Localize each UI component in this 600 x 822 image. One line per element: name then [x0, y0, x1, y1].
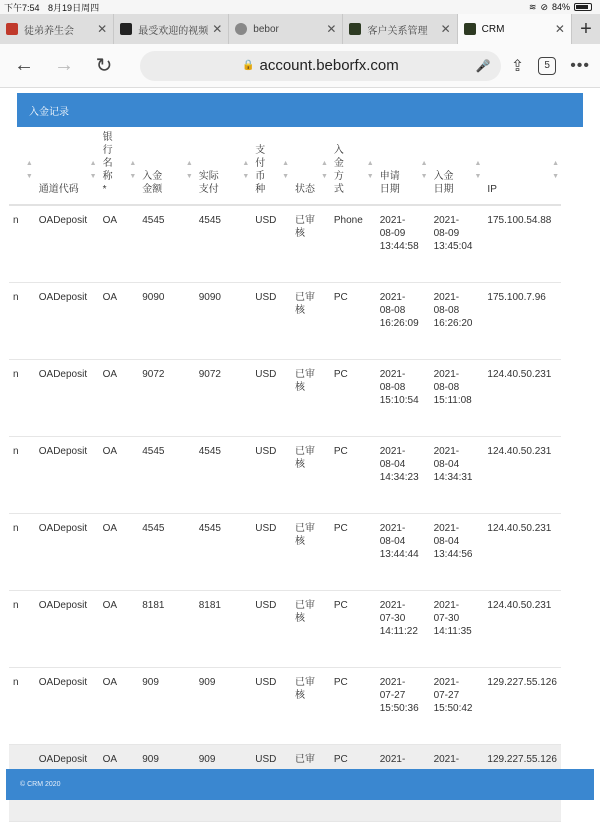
table-row[interactable]	[9, 205, 561, 282]
cell-truncated: n	[9, 205, 35, 282]
cell-apply-date	[376, 282, 430, 359]
browser-tab-4[interactable]	[343, 14, 457, 44]
cell-method: PC	[330, 282, 376, 359]
date-line: 2021-	[379, 215, 406, 226]
tab-strip	[0, 14, 600, 44]
cell-currency: USD	[251, 205, 291, 282]
cell-status: 已审核	[291, 590, 330, 667]
cell-method: PC	[330, 436, 376, 513]
close-tab-icon[interactable]: ✕	[554, 22, 565, 36]
forward-arrow-icon[interactable]: →	[54, 54, 74, 76]
cell-amount: 4545	[138, 436, 195, 513]
sort-icon: ▲ ▼	[366, 160, 374, 180]
cell-actual: 9072	[195, 359, 252, 436]
cell-channel: OADeposit	[35, 667, 99, 744]
date-line: 08-04	[379, 458, 406, 470]
cell-status: 已审核	[291, 436, 330, 513]
address-bar[interactable]	[140, 51, 501, 81]
browser-tab-3[interactable]	[229, 14, 343, 44]
cell-method: PC	[330, 590, 376, 667]
cell-apply-date	[376, 436, 430, 513]
cell-method: Phone	[330, 205, 376, 282]
sort-icon: ▲ ▼	[185, 160, 193, 180]
close-tab-icon[interactable]: ✕	[326, 22, 337, 36]
cell-status: 已审核	[291, 205, 330, 282]
deposit-records-table	[9, 127, 561, 822]
orientation-lock-icon: ⊘	[540, 1, 548, 12]
table-row[interactable]	[9, 513, 561, 590]
cell-status: 已审	[291, 744, 330, 821]
browser-toolbar	[0, 44, 600, 88]
sort-icon: ▲ ▼	[129, 160, 137, 180]
tab-title: CRM	[481, 23, 505, 35]
new-tab-button[interactable]: +	[580, 17, 592, 40]
cell-amount: 4545	[138, 513, 195, 590]
date-line: 15:50:42	[433, 702, 473, 714]
cell-apply-date	[376, 513, 430, 590]
cell-status: 已审核	[291, 667, 330, 744]
cell-status: 已审核	[291, 359, 330, 436]
cell-deposit-date	[430, 590, 484, 667]
wifi-icon: ≋	[528, 1, 537, 12]
cell-actual: 909	[195, 667, 252, 744]
share-icon[interactable]: ⇪	[510, 57, 525, 75]
sort-icon: ▲ ▼	[420, 160, 428, 180]
cell-apply-date	[376, 590, 430, 667]
cell-channel: OADeposit	[35, 359, 99, 436]
sort-icon: ▲ ▼	[474, 160, 482, 180]
site-favicon-icon	[6, 23, 18, 35]
date-line: 08-04	[379, 535, 406, 547]
footer-bar	[6, 769, 594, 800]
site-favicon-icon	[349, 23, 361, 35]
cell-amount: 9072	[138, 359, 195, 436]
cell-ip: 129.227.55.126	[483, 667, 561, 744]
cell-currency: USD	[251, 667, 291, 744]
date-line: 08-04	[433, 535, 460, 547]
date-line: 08-08	[433, 304, 460, 316]
column-header-currency[interactable]: 支付币种 ▲ ▼	[251, 127, 291, 205]
cell-truncated: n	[9, 667, 35, 744]
toolbar-right	[511, 56, 590, 76]
column-header-channel[interactable]: 通道代码 ▲ ▼	[35, 127, 99, 205]
date-line: 14:34:31	[433, 471, 473, 483]
panel-header	[17, 93, 583, 127]
more-menu-icon[interactable]: •••	[570, 56, 590, 74]
cell-ip: 124.40.50.231	[483, 436, 561, 513]
cell-amount: 4545	[138, 205, 195, 282]
close-tab-icon[interactable]: ✕	[212, 22, 223, 36]
date-line: 15:50:36	[379, 702, 419, 714]
date-line: 14:11:22	[379, 625, 418, 637]
date-line: 14:34:23	[379, 471, 419, 483]
date-line: 2021-	[379, 291, 406, 303]
cell-deposit-date	[430, 513, 484, 590]
cell-status: 已审核	[291, 513, 330, 590]
deposit-table-container[interactable]	[13, 127, 583, 765]
page-footer	[0, 769, 600, 800]
tab-title: 徒弟养生会	[24, 25, 74, 37]
cell-currency: USD	[251, 513, 291, 590]
cell-method: PC	[330, 667, 376, 744]
date-line: 2021-	[379, 522, 406, 534]
browser-tab-5-active[interactable]	[458, 14, 572, 44]
table-body	[9, 205, 561, 821]
cell-channel: OADeposit	[35, 590, 99, 667]
date-line: 2021-	[379, 445, 406, 457]
date-line: 2021-	[433, 445, 460, 457]
cell-bank: OA	[99, 590, 139, 667]
column-header-method[interactable]: 入金方式 ▲ ▼	[330, 127, 376, 205]
cell-bank: OA	[99, 513, 139, 590]
tab-title: bebor	[253, 23, 279, 35]
cell-actual: 4545	[195, 513, 252, 590]
cell-actual: 8181	[195, 590, 252, 667]
cell-currency: USD	[251, 359, 291, 436]
sort-icon: ▲ ▼	[25, 160, 33, 180]
date-line: 2021-	[433, 215, 460, 226]
table-row[interactable]	[9, 282, 561, 359]
cell-method: PC	[330, 513, 376, 590]
cell-truncated: n	[9, 282, 35, 359]
date-line: 08-09	[433, 228, 460, 239]
table-header-row	[9, 127, 561, 205]
site-favicon-icon	[120, 23, 132, 35]
cell-bank: OA	[99, 205, 139, 282]
site-favicon-icon	[464, 23, 476, 35]
cell-ip: 124.40.50.231	[483, 513, 561, 590]
cell-currency: USD	[251, 744, 291, 821]
cell-currency: USD	[251, 590, 291, 667]
cell-amount: 9090	[138, 282, 195, 359]
column-header-status[interactable]: 状态 ▲ ▼	[291, 127, 330, 205]
date-line: 15:10:54	[379, 394, 419, 406]
browser-tab-1[interactable]	[0, 14, 114, 44]
date-line: 2021-	[433, 753, 460, 765]
cell-bank: OA	[99, 436, 139, 513]
date-line: 2021-	[379, 599, 406, 611]
column-header-bank[interactable]: 银行名称* ▲ ▼	[99, 127, 139, 205]
microphone-icon[interactable]: 🎤	[475, 58, 491, 73]
table-row[interactable]	[9, 590, 561, 667]
cell-channel: OADeposit	[35, 436, 99, 513]
reload-icon[interactable]: ↻	[95, 55, 113, 77]
cell-actual: 9090	[195, 282, 252, 359]
cell-deposit-date	[430, 282, 484, 359]
date-line: 07-27	[379, 689, 406, 701]
date-line: 2021-	[379, 676, 406, 688]
cell-deposit-date	[430, 667, 484, 744]
date-line: 2021-	[379, 368, 406, 380]
cell-amount: 8181	[138, 590, 195, 667]
cell-truncated: n	[9, 590, 35, 667]
cell-apply-date	[376, 359, 430, 436]
table-row[interactable]	[9, 667, 561, 744]
date-line: 2021-	[433, 676, 460, 688]
cell-amount: 909	[138, 667, 195, 744]
date-line: 2021-	[433, 368, 460, 380]
date-line: 2021-	[433, 522, 460, 534]
tab-count-button[interactable]: 5	[538, 57, 556, 75]
page-content	[0, 88, 600, 800]
panel-title: 入金记录	[29, 107, 69, 118]
status-left	[4, 1, 105, 14]
footer-copyright: © CRM 2020	[20, 781, 61, 788]
cell-deposit-date	[430, 436, 484, 513]
column-header-deposit-date[interactable]: 入金日期 ▲ ▼	[430, 127, 484, 205]
cell-actual: 909	[195, 744, 252, 821]
tab-title: 最受欢迎的视频	[138, 25, 209, 37]
date-line: 13:44:58	[379, 241, 419, 252]
date-line: 07-30	[433, 612, 460, 624]
cell-channel: OADeposit	[35, 282, 99, 359]
cell-bank: OA	[99, 282, 139, 359]
date-line: 13:45:04	[433, 241, 473, 252]
cell-bank: OA	[99, 359, 139, 436]
date-line: 13:44:56	[433, 548, 473, 560]
date-line: 2021-	[433, 599, 460, 611]
date-line: 16:26:20	[433, 317, 473, 329]
table-row[interactable]	[9, 359, 561, 436]
cell-truncated: n	[9, 436, 35, 513]
globe-icon	[235, 23, 247, 35]
cell-truncated: n	[9, 513, 35, 590]
date-line: 08-04	[433, 458, 460, 470]
date-line: 08-09	[379, 228, 406, 239]
lock-icon: 🔒	[242, 60, 255, 71]
cell-status: 已审核	[291, 282, 330, 359]
cell-channel: OADeposit	[35, 744, 99, 821]
sort-icon: ▲ ▼	[89, 160, 97, 180]
cell-ip: 175.100.54.88	[483, 205, 561, 282]
cell-ip: 124.40.50.231	[483, 359, 561, 436]
battery-percent: 84%	[551, 2, 570, 12]
sort-icon: ▲ ▼	[320, 160, 328, 180]
cell-ip: 175.100.7.96	[483, 282, 561, 359]
date-line: 07-30	[379, 612, 406, 624]
cell-method: PC	[330, 359, 376, 436]
cell-bank: OA	[99, 744, 139, 821]
cell-channel: OADeposit	[35, 205, 99, 282]
cell-currency: USD	[251, 282, 291, 359]
date-line: 15:11:08	[433, 394, 472, 406]
status-right	[529, 2, 592, 13]
column-header-truncated[interactable]	[9, 127, 35, 205]
column-header-ip[interactable]: IP ▲ ▼	[483, 127, 561, 205]
url-text: account.beborfx.com	[259, 57, 399, 74]
cell-method: PC	[330, 744, 376, 821]
date-line: 2021-	[379, 753, 406, 765]
back-arrow-icon[interactable]: ←	[14, 54, 34, 76]
browser-tab-2[interactable]	[114, 14, 229, 44]
cell-amount: 909	[138, 744, 195, 821]
sort-icon: ▲ ▼	[242, 160, 250, 180]
date-line: 07-27	[433, 689, 460, 701]
date-line: 08-08	[379, 304, 406, 316]
cell-deposit-date	[430, 359, 484, 436]
column-header-actual-paid[interactable]: 实际支付 ▲ ▼	[195, 127, 252, 205]
date-line: 2021-	[433, 291, 460, 303]
battery-icon	[574, 3, 592, 11]
cell-truncated: n	[9, 359, 35, 436]
status-date: 8月19日周四	[48, 2, 100, 13]
cell-channel: OADeposit	[35, 513, 99, 590]
close-tab-icon[interactable]: ✕	[97, 22, 108, 36]
table-row[interactable]	[9, 436, 561, 513]
cell-deposit-date	[430, 205, 484, 282]
date-line: 16:26:09	[379, 317, 419, 329]
tab-title: 客户关系管理	[367, 25, 428, 37]
cell-currency: USD	[251, 436, 291, 513]
sort-icon: ▲ ▼	[552, 160, 559, 180]
cell-bank: OA	[99, 667, 139, 744]
close-tab-icon[interactable]: ✕	[440, 22, 451, 36]
date-line: 13:44:44	[379, 548, 419, 560]
status-bar	[0, 0, 600, 14]
column-header-amount[interactable]: 入金金额 ▲ ▼	[138, 127, 195, 205]
status-time: 下午7:54	[4, 2, 40, 13]
date-line: 08-08	[433, 381, 460, 393]
cell-apply-date	[376, 205, 430, 282]
cell-actual: 4545	[195, 436, 252, 513]
date-line: 14:11:35	[433, 625, 472, 637]
sort-icon: ▲ ▼	[282, 160, 290, 180]
date-line: 08-08	[379, 381, 406, 393]
cell-actual: 4545	[195, 205, 252, 282]
cell-ip: 129.227.55.126	[483, 744, 561, 821]
cell-ip: 124.40.50.231	[483, 590, 561, 667]
cell-apply-date	[376, 667, 430, 744]
column-header-apply-date[interactable]: 申请日期 ▲ ▼	[376, 127, 430, 205]
